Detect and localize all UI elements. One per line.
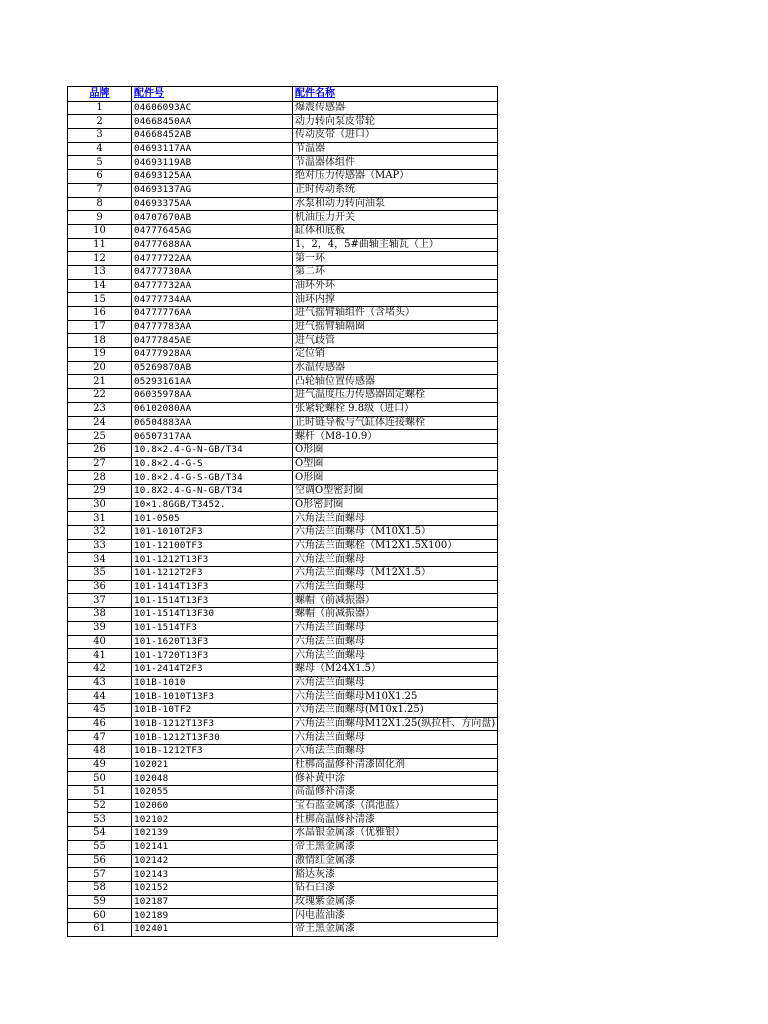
part-name-cell[interactable]: 进气摇臂轴组件（含堵头）	[293, 307, 498, 321]
table-row	[68, 183, 498, 197]
row-number-cell[interactable]: 28	[68, 471, 132, 485]
part-name-cell[interactable]: 水温传感器	[293, 361, 498, 375]
row-number-cell[interactable]: 54	[68, 827, 132, 841]
part-number-cell[interactable]: 04777688AA	[132, 238, 293, 252]
part-number-cell[interactable]: 04777845AE	[132, 334, 293, 348]
part-name-cell[interactable]: 进气温度压力传感器固定螺栓	[293, 389, 498, 403]
part-number-cell[interactable]: 04777732AA	[132, 279, 293, 293]
part-number-cell[interactable]: 102060	[132, 799, 293, 813]
part-name-cell[interactable]: 帝王黑金属漆	[293, 840, 498, 854]
header-brand-link[interactable]: 品牌	[89, 88, 110, 100]
table-row	[68, 621, 498, 635]
part-name-cell[interactable]: 六角法兰面螺母M10X1.25	[293, 690, 498, 704]
table-row	[68, 402, 498, 416]
row-number-cell[interactable]: 43	[68, 676, 132, 690]
table-row	[68, 348, 498, 362]
part-number-cell[interactable]: 04606093AC	[132, 101, 293, 115]
part-number-cell[interactable]: 101B-1212T13F30	[132, 731, 293, 745]
part-name-cell[interactable]: 爆震传感器	[293, 101, 498, 115]
table-row	[68, 895, 498, 909]
table-row	[68, 443, 498, 457]
row-number-cell[interactable]: 37	[68, 594, 132, 608]
row-number-cell[interactable]: 55	[68, 840, 132, 854]
part-number-cell[interactable]: 101-1620T13F3	[132, 635, 293, 649]
part-name-cell[interactable]: 杜梆高温修补清漆固化剂	[293, 758, 498, 772]
part-number-cell[interactable]: 102048	[132, 772, 293, 786]
part-number-cell[interactable]: 04693117AA	[132, 142, 293, 156]
part-number-cell[interactable]: 04668452AB	[132, 129, 293, 143]
row-number-cell[interactable]: 12	[68, 252, 132, 266]
row-number-cell[interactable]: 2	[68, 115, 132, 129]
table-row	[68, 224, 498, 238]
row-number-cell[interactable]: 14	[68, 279, 132, 293]
table-row	[68, 101, 498, 115]
part-name-cell[interactable]: 机油压力开关	[293, 211, 498, 225]
table-row	[68, 745, 498, 759]
part-number-cell[interactable]: 04777730AA	[132, 265, 293, 279]
part-number-cell[interactable]: 101-2414T2F3	[132, 662, 293, 676]
part-number-cell[interactable]: 102401	[132, 922, 293, 936]
row-number-cell[interactable]: 31	[68, 512, 132, 526]
table-row	[68, 635, 498, 649]
row-number-cell[interactable]: 24	[68, 416, 132, 430]
table-row	[68, 840, 498, 854]
row-number-cell[interactable]: 1	[68, 101, 132, 115]
row-number-cell[interactable]: 16	[68, 307, 132, 321]
part-number-cell[interactable]: 10×1.8GGB/T3452.	[132, 498, 293, 512]
table-row	[68, 717, 498, 731]
part-name-cell[interactable]: 定位销	[293, 348, 498, 362]
table-row	[68, 484, 498, 498]
part-name-cell[interactable]: 1，2，4，5#曲轴主轴瓦（上）	[293, 238, 498, 252]
part-number-cell[interactable]: 101B-1212TF3	[132, 745, 293, 759]
part-name-cell[interactable]: 油环外环	[293, 279, 498, 293]
part-number-cell[interactable]: 04777722AA	[132, 252, 293, 266]
row-number-cell[interactable]: 13	[68, 265, 132, 279]
table-row	[68, 676, 498, 690]
table-row	[68, 786, 498, 800]
row-number-cell[interactable]: 4	[68, 142, 132, 156]
table-row	[68, 881, 498, 895]
part-name-cell[interactable]: 第一环	[293, 252, 498, 266]
part-name-cell[interactable]: 帝王黑金属漆	[293, 922, 498, 936]
table-row	[68, 662, 498, 676]
part-name-cell[interactable]: 凸轮轴位置传感器	[293, 375, 498, 389]
part-name-cell[interactable]: 六角法兰面螺母(M10x1.25)	[293, 703, 498, 717]
part-number-cell[interactable]: 102142	[132, 854, 293, 868]
table-row	[68, 416, 498, 430]
row-number-cell[interactable]: 35	[68, 567, 132, 581]
part-number-cell[interactable]: 04693137AG	[132, 183, 293, 197]
part-number-cell[interactable]: 101-1414T13F3	[132, 580, 293, 594]
row-number-cell[interactable]: 47	[68, 731, 132, 745]
part-name-cell[interactable]: O型圈	[293, 457, 498, 471]
part-number-cell[interactable]: 102139	[132, 827, 293, 841]
table-row	[68, 649, 498, 663]
part-number-cell[interactable]: 04777783AA	[132, 320, 293, 334]
part-number-cell[interactable]: 04777645AG	[132, 224, 293, 238]
table-row	[68, 142, 498, 156]
header-part-no-link[interactable]: 配件号	[134, 88, 164, 100]
part-number-cell[interactable]: 101B-10TF2	[132, 703, 293, 717]
parts-table	[67, 86, 498, 937]
part-name-cell[interactable]: 螺杆（M8-10.9）	[293, 430, 498, 444]
table-row	[68, 197, 498, 211]
part-name-cell[interactable]: 六角法兰面螺母	[293, 731, 498, 745]
row-number-cell[interactable]: 45	[68, 703, 132, 717]
part-name-cell[interactable]: 螺母（M24X1.5）	[293, 662, 498, 676]
part-name-cell[interactable]: 高温修补清漆	[293, 786, 498, 800]
row-number-cell[interactable]: 25	[68, 430, 132, 444]
table-row	[68, 526, 498, 540]
part-name-cell[interactable]: 正时传动系统	[293, 183, 498, 197]
row-number-cell[interactable]: 20	[68, 361, 132, 375]
part-name-cell[interactable]: 六角法兰面螺母	[293, 553, 498, 567]
part-name-cell[interactable]: 六角法兰面螺母	[293, 580, 498, 594]
part-name-cell[interactable]: 节温器体组件	[293, 156, 498, 170]
row-number-cell[interactable]: 9	[68, 211, 132, 225]
table-row	[68, 471, 498, 485]
part-number-cell[interactable]: 10.8×2.4-G-S-GB/T34	[132, 471, 293, 485]
row-number-cell[interactable]: 27	[68, 457, 132, 471]
header-part-no[interactable]	[132, 87, 293, 102]
table-row	[68, 129, 498, 143]
row-number-cell[interactable]: 29	[68, 484, 132, 498]
table-row	[68, 608, 498, 622]
part-name-cell[interactable]: 六角法兰面螺母M12X1.25(纵拉杆、方向盘)	[293, 717, 498, 731]
row-number-cell[interactable]: 61	[68, 922, 132, 936]
row-number-cell[interactable]: 34	[68, 553, 132, 567]
part-name-cell[interactable]: 水晶银金属漆（优雅银）	[293, 827, 498, 841]
table-row	[68, 170, 498, 184]
part-name-cell[interactable]: 闪电蓝油漆	[293, 909, 498, 923]
row-number-cell[interactable]: 18	[68, 334, 132, 348]
table-row	[68, 813, 498, 827]
part-name-cell[interactable]: 正时链导板与气缸体连接螺栓	[293, 416, 498, 430]
row-number-cell[interactable]: 23	[68, 402, 132, 416]
table-row	[68, 799, 498, 813]
table-row	[68, 922, 498, 936]
part-number-cell[interactable]: 101-1514TF3	[132, 621, 293, 635]
table-row	[68, 279, 498, 293]
header-part-name[interactable]	[293, 87, 498, 102]
table-row	[68, 909, 498, 923]
part-number-cell[interactable]: 102187	[132, 895, 293, 909]
part-number-cell[interactable]: 101-1514T13F30	[132, 608, 293, 622]
table-row	[68, 252, 498, 266]
part-name-cell[interactable]: 空调O型密封圈	[293, 484, 498, 498]
row-number-cell[interactable]: 41	[68, 649, 132, 663]
row-number-cell[interactable]: 36	[68, 580, 132, 594]
part-name-cell[interactable]: O形密封圈	[293, 498, 498, 512]
row-number-cell[interactable]: 51	[68, 786, 132, 800]
part-name-cell[interactable]: 张紧轮螺栓 9.8级（进口）	[293, 402, 498, 416]
table-row	[68, 580, 498, 594]
row-number-cell[interactable]: 42	[68, 662, 132, 676]
table-row	[68, 553, 498, 567]
table-row	[68, 334, 498, 348]
row-number-cell[interactable]: 40	[68, 635, 132, 649]
row-number-cell[interactable]: 7	[68, 183, 132, 197]
table-row	[68, 320, 498, 334]
part-name-cell[interactable]: 修补黄中涂	[293, 772, 498, 786]
part-name-cell[interactable]: 水泵和动力转向油泵	[293, 197, 498, 211]
part-name-cell[interactable]: 第二环	[293, 265, 498, 279]
part-name-cell[interactable]: O形圈	[293, 443, 498, 457]
row-number-cell[interactable]: 46	[68, 717, 132, 731]
part-number-cell[interactable]: 04777776AA	[132, 307, 293, 321]
part-name-cell[interactable]: 六角法兰面螺母	[293, 621, 498, 635]
part-name-cell[interactable]: 绝对压力传感器（MAP）	[293, 170, 498, 184]
table-row	[68, 375, 498, 389]
part-number-cell[interactable]: 04693125AA	[132, 170, 293, 184]
header-part-name-link[interactable]: 配件名称	[295, 88, 335, 100]
part-name-cell[interactable]: 六角法兰面螺母	[293, 676, 498, 690]
table-row	[68, 772, 498, 786]
part-number-cell[interactable]: 101-1212T2F3	[132, 567, 293, 581]
table-row	[68, 457, 498, 471]
part-number-cell[interactable]: 04693375AA	[132, 197, 293, 211]
part-number-cell[interactable]: 101B-1010	[132, 676, 293, 690]
row-number-cell[interactable]: 19	[68, 348, 132, 362]
table-row	[68, 156, 498, 170]
part-name-cell[interactable]: 六角法兰面螺母	[293, 512, 498, 526]
part-name-cell[interactable]: 激情红金属漆	[293, 854, 498, 868]
part-number-cell[interactable]: 102143	[132, 868, 293, 882]
row-number-cell[interactable]: 10	[68, 224, 132, 238]
part-number-cell[interactable]: 101-0505	[132, 512, 293, 526]
part-number-cell[interactable]: 102141	[132, 840, 293, 854]
part-name-cell[interactable]: 豁达灰漆	[293, 868, 498, 882]
part-number-cell[interactable]: 101B-1010T13F3	[132, 690, 293, 704]
part-name-cell[interactable]: O形圈	[293, 471, 498, 485]
row-number-cell[interactable]: 57	[68, 868, 132, 882]
table-row	[68, 567, 498, 581]
row-number-cell[interactable]: 33	[68, 539, 132, 553]
table-row	[68, 827, 498, 841]
header-row	[68, 87, 498, 102]
part-name-cell[interactable]: 六角法兰面螺母（M10X1.5）	[293, 526, 498, 540]
table-row	[68, 539, 498, 553]
row-number-cell[interactable]: 56	[68, 854, 132, 868]
part-number-cell[interactable]: 06507317AA	[132, 430, 293, 444]
part-number-cell[interactable]: 101B-1212T13F3	[132, 717, 293, 731]
part-name-cell[interactable]: 传动皮带（进口）	[293, 129, 498, 143]
row-number-cell[interactable]: 52	[68, 799, 132, 813]
part-number-cell[interactable]: 101-1212T13F3	[132, 553, 293, 567]
part-name-cell[interactable]: 螺帽（前减振器）	[293, 594, 498, 608]
table-row	[68, 211, 498, 225]
table-row	[68, 389, 498, 403]
row-number-cell[interactable]: 60	[68, 909, 132, 923]
part-number-cell[interactable]: 06504883AA	[132, 416, 293, 430]
table-row	[68, 361, 498, 375]
part-name-cell[interactable]: 钻石白漆	[293, 881, 498, 895]
row-number-cell[interactable]: 22	[68, 389, 132, 403]
part-number-cell[interactable]: 102189	[132, 909, 293, 923]
part-name-cell[interactable]: 杜梆高温修补清漆	[293, 813, 498, 827]
row-number-cell[interactable]: 32	[68, 526, 132, 540]
table-row	[68, 115, 498, 129]
row-number-cell[interactable]: 53	[68, 813, 132, 827]
part-number-cell[interactable]: 101-1514T13F3	[132, 594, 293, 608]
part-number-cell[interactable]: 101-12100TF3	[132, 539, 293, 553]
row-number-cell[interactable]: 59	[68, 895, 132, 909]
part-number-cell[interactable]: 102152	[132, 881, 293, 895]
part-number-cell[interactable]: 04777928AA	[132, 348, 293, 362]
part-number-cell[interactable]: 102055	[132, 786, 293, 800]
part-name-cell[interactable]: 螺帽（前减振器）	[293, 608, 498, 622]
part-number-cell[interactable]: 102021	[132, 758, 293, 772]
table-row	[68, 512, 498, 526]
table-row	[68, 690, 498, 704]
table-row	[68, 307, 498, 321]
part-number-cell[interactable]: 102102	[132, 813, 293, 827]
row-number-cell[interactable]: 8	[68, 197, 132, 211]
part-name-cell[interactable]: 宝石蓝金属漆（滇池蓝）	[293, 799, 498, 813]
part-name-cell[interactable]: 六角法兰面螺母	[293, 649, 498, 663]
part-number-cell[interactable]: 04693119AB	[132, 156, 293, 170]
table-row	[68, 293, 498, 307]
row-number-cell[interactable]: 50	[68, 772, 132, 786]
part-number-cell[interactable]: 04707670AB	[132, 211, 293, 225]
row-number-cell[interactable]: 44	[68, 690, 132, 704]
part-number-cell[interactable]: 10.8×2.4-G-N-GB/T34	[132, 443, 293, 457]
table-row	[68, 854, 498, 868]
row-number-cell[interactable]: 15	[68, 293, 132, 307]
part-name-cell[interactable]: 六角法兰面螺母	[293, 745, 498, 759]
table-row	[68, 238, 498, 252]
row-number-cell[interactable]: 39	[68, 621, 132, 635]
part-number-cell[interactable]: 10.8X2.4-G-N-GB/T34	[132, 484, 293, 498]
table-row	[68, 594, 498, 608]
part-name-cell[interactable]: 节温器	[293, 142, 498, 156]
part-name-cell[interactable]: 六角法兰面螺栓（M12X1.5X100）	[293, 539, 498, 553]
part-name-cell[interactable]: 六角法兰面螺母（M12X1.5）	[293, 567, 498, 581]
part-number-cell[interactable]: 05269870AB	[132, 361, 293, 375]
part-number-cell[interactable]: 101-1010T2F3	[132, 526, 293, 540]
table-row	[68, 731, 498, 745]
part-number-cell[interactable]: 101-1720T13F3	[132, 649, 293, 663]
row-number-cell[interactable]: 5	[68, 156, 132, 170]
part-name-cell[interactable]: 缸体和底板	[293, 224, 498, 238]
row-number-cell[interactable]: 38	[68, 608, 132, 622]
table-row	[68, 498, 498, 512]
part-name-cell[interactable]: 六角法兰面螺母	[293, 635, 498, 649]
row-number-cell[interactable]: 26	[68, 443, 132, 457]
row-number-cell[interactable]: 11	[68, 238, 132, 252]
part-number-cell[interactable]: 04668450AA	[132, 115, 293, 129]
part-number-cell[interactable]: 06035978AA	[132, 389, 293, 403]
table-row	[68, 430, 498, 444]
row-number-cell[interactable]: 58	[68, 881, 132, 895]
part-number-cell[interactable]: 06102080AA	[132, 402, 293, 416]
part-number-cell[interactable]: 10.8×2.4-G-S	[132, 457, 293, 471]
part-name-cell[interactable]: 油环内撑	[293, 293, 498, 307]
row-number-cell[interactable]: 48	[68, 745, 132, 759]
part-number-cell[interactable]: 05293161AA	[132, 375, 293, 389]
part-name-cell[interactable]: 进气摇臂轴隔圈	[293, 320, 498, 334]
part-number-cell[interactable]: 04777734AA	[132, 293, 293, 307]
table-row	[68, 703, 498, 717]
row-number-cell[interactable]: 49	[68, 758, 132, 772]
row-number-cell[interactable]: 6	[68, 170, 132, 184]
part-name-cell[interactable]: 动力转向泵皮带轮	[293, 115, 498, 129]
row-number-cell[interactable]: 17	[68, 320, 132, 334]
row-number-cell[interactable]: 21	[68, 375, 132, 389]
part-name-cell[interactable]: 玫瑰紫金属漆	[293, 895, 498, 909]
table-row	[68, 758, 498, 772]
row-number-cell[interactable]: 3	[68, 129, 132, 143]
table-row	[68, 868, 498, 882]
table-row	[68, 265, 498, 279]
header-brand[interactable]	[68, 87, 132, 102]
row-number-cell[interactable]: 30	[68, 498, 132, 512]
part-name-cell[interactable]: 进气歧管	[293, 334, 498, 348]
